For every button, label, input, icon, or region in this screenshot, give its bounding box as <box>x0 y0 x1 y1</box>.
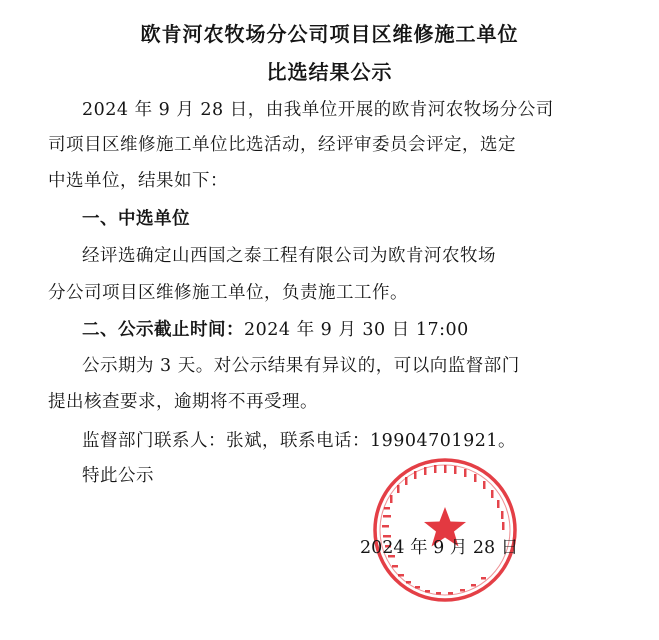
contact-line: 监督部门联系人：张斌，联系电话：19904701921。 <box>82 431 516 451</box>
intro-line-3: 中选单位，结果如下： <box>48 171 228 191</box>
document-title-line2: 比选结果公示 <box>266 60 393 84</box>
intro-line-2: 司项目区维修施工单位比选活动，经评审委员会评定，选定 <box>48 135 516 155</box>
section1-line-2: 分公司项目区维修施工单位，负责施工工作。 <box>48 283 408 303</box>
document-title-line1: 欧肯河农牧场分公司项目区维修施工单位 <box>140 22 519 46</box>
closing-line: 特此公示 <box>82 466 154 486</box>
official-seal-stamp <box>370 455 520 605</box>
signature-date: 2024 年 9 月 28 日 <box>360 538 519 558</box>
section2-line-1: 公示期为 3 天。对公示结果有异议的，可以向监督部门 <box>82 356 520 376</box>
section2-heading: 二、公示截止时间： <box>82 320 244 340</box>
section1-heading: 一、中选单位 <box>82 209 190 229</box>
intro-line-1: 2024 年 9 月 28 日，由我单位开展的欧肯河农牧场分公司 <box>82 100 554 120</box>
section2-heading-row <box>82 316 469 341</box>
deadline-text: 2024 年 9 月 30 日 17:00 <box>244 320 469 340</box>
section1-line-1: 经评选确定山西国之泰工程有限公司为欧肯河农牧场 <box>82 246 496 266</box>
section2-line-2: 提出核查要求，逾期将不再受理。 <box>48 392 318 412</box>
